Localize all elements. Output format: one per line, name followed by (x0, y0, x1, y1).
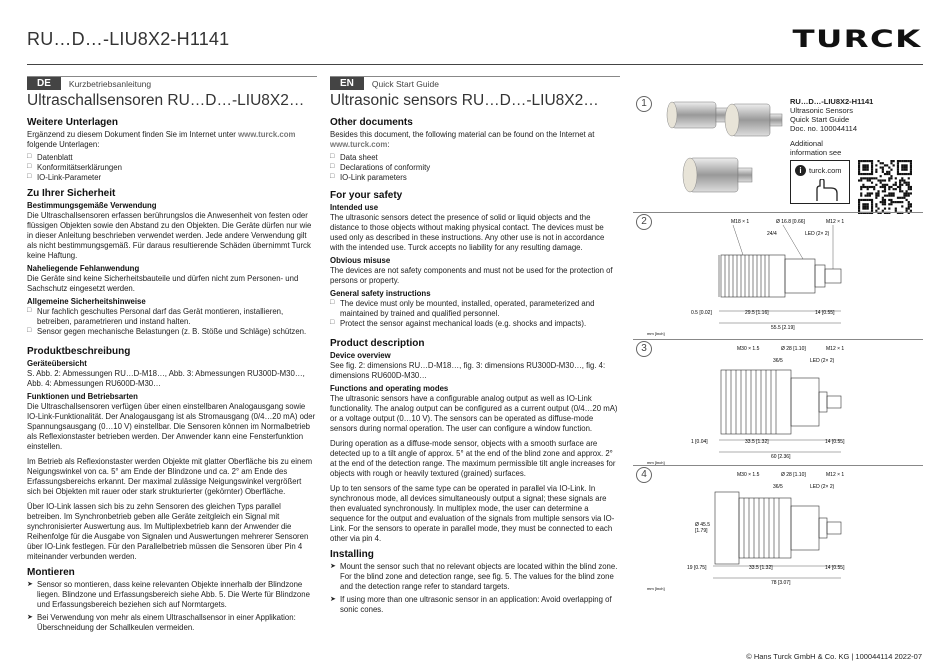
info-block (790, 97, 920, 214)
subheading-safety-instructions-en: General safety instructions (330, 289, 431, 298)
documents-list-de (27, 153, 317, 183)
list-item: □ Datenblatt (27, 153, 317, 163)
paragraph-misuse-en: The devices are not safety components and must not be used for the protection of persons or property. (330, 266, 613, 285)
heading-documents-de: Weitere Unterlagen (27, 117, 118, 128)
dim-label: 55.5 [2.19] (771, 325, 795, 331)
list-item: □ The device must only be mounted, installed, operated, parameterized and maintained by trained and qualified personnel. (330, 299, 620, 319)
dim-label: M12 × 1 (826, 219, 845, 225)
lang-subtitle-en: Quick Start Guide (371, 78, 439, 89)
list-item: ➤ Sensor so montieren, dass keine relevanten Objekte innerhalb der Blindzone liegen. Blindzone und Erfassungsbereich siehe Abb. 5. Die Werte für Blindzone und Erfassungsbereich beziehen sich auf Normtargets. (27, 580, 317, 610)
documents-intro-text-a: Ergänzend zu diesem Dokument finden Sie im Internet unter (27, 130, 239, 139)
documents-intro-text-b: folgende Unterlagen: (27, 140, 100, 149)
install-list-en (330, 562, 620, 615)
subheading-intended-use-en: Intended use (330, 203, 379, 212)
sensor-photo-1 (667, 102, 730, 128)
dim-label: 14 [0.55] (825, 439, 845, 445)
list-item: □ IO-Link parameters (330, 173, 620, 183)
sensor-photo-3 (683, 158, 752, 192)
dim-label: 1 [0.04] (691, 439, 708, 445)
paragraph-overview-de: S. Abb. 2: Abmessungen RU…D-M18…, Abb. 3: Abmessungen RU300D-M30…, Abb. 4: Abmessungen RU600D-M30… (27, 369, 305, 388)
dim-label: 29.5 [1.16] (745, 310, 769, 316)
dimension-lines (719, 440, 841, 452)
figure-number-3: 3 (636, 341, 652, 357)
sensor-photo-2 (725, 104, 782, 136)
subheading-intended-use-de: Bestimmungsgemäße Verwendung (27, 201, 157, 210)
unit-label: mm [Inch] (647, 586, 665, 591)
documents-intro-text-a: Besides this document, the following material can be found on the Internet at (330, 130, 595, 139)
dim-label: 33.5 [1.32] (745, 439, 769, 445)
column-de (27, 76, 317, 636)
sensor-outline (715, 492, 841, 564)
subheading-overview-de: Geräteübersicht (27, 359, 87, 368)
paragraph-functions-de: Die Ultraschallsensoren verfügen über einen einstellbaren Analogausgang sowie IO-Link-Funktionalität. Der Analogausgang ist als Stromausgang (0/4…20 mA) oder Spannungsausgang (0…10 V) einstellbar. Die Sensoren können im Normalbetrieb als Reflexionstaster betrieben werden. Der Anwender kann eine Fensterfunktion einstellen. (27, 402, 316, 451)
dim-label: 0.5 [0.02] (691, 310, 712, 316)
dim-label: 33.5 [1.32] (749, 565, 773, 571)
heading-safety-en: For your safety (330, 190, 403, 201)
doc-title-en: Ultrasonic sensors RU…D…-LIU8X2… (330, 92, 599, 109)
dim-label: 24/4 (767, 231, 777, 237)
list-item: ➤ Mount the sensor such that no relevant objects are located within the blind zone. For the blind zone and detection range, see fig. 5. The values for the blind zone and the detection range refer to standard targets. (330, 562, 620, 592)
turck-link-en[interactable]: www.turck.com (330, 140, 388, 149)
info-line-3: Doc. no. 100044114 (790, 124, 857, 133)
paragraph-misuse-de: Die Geräte sind keine Sicherheitsbauteile und dürfen nicht zum Personen- und Sachschutz eingesetzt werden. (27, 274, 299, 293)
dim-label: M18 × 1 (731, 219, 750, 225)
dim-label: Ø 16.8 [0.66] (776, 219, 805, 225)
lang-tag-en: EN (330, 77, 364, 90)
doc-title-de: Ultraschallsensoren RU…D…-LIU8X2… (27, 92, 305, 109)
list-item: □ Declarations of conformity (330, 163, 620, 173)
dim-label: 19 [0.75] (687, 565, 707, 571)
dim-label: 60 [2.36] (771, 454, 791, 460)
lang-bar-en (330, 76, 620, 90)
heading-install-en: Installing (330, 549, 374, 560)
dim-label: M12 × 1 (826, 472, 845, 478)
hand-pointer-icon (811, 179, 847, 203)
figure-number-2: 2 (636, 214, 652, 230)
heading-safety-de: Zu Ihrer Sicherheit (27, 188, 116, 199)
dim-label: LED (2× 2) (805, 231, 830, 237)
heading-mount-de: Montieren (27, 567, 75, 578)
documents-intro-text-b: : (387, 140, 390, 149)
dim-label: 78 [3.07] (771, 580, 791, 586)
subheading-misuse-de: Naheliegende Fehlanwendung (27, 264, 140, 273)
list-item: □ Sensor gegen mechanische Belastungen (z. B. Stöße und Schläge) schützen. (27, 327, 317, 337)
list-item: ➤ Bei Verwendung von mehr als einem Ultraschallsensor in einer Applikation: Überschneidung der Schallkeulen vermeiden. (27, 613, 317, 633)
documents-intro-en (330, 130, 620, 150)
sensor-photo-illustration (660, 90, 785, 205)
dim-label: 36/5 (773, 484, 783, 490)
paragraph-intended-use-en: The ultrasonic sensors detect the presence of solid or liquid objects and the distance to those objects without making physical contact. The devices must be used only as described in these instructions. Any other use is not in accordance with the intended use. Turck accepts no liability for any resulting damage. (330, 213, 605, 252)
info-line-4: Additional (790, 139, 823, 148)
dimension-drawing-m30-300 (633, 340, 923, 465)
info-model: RU…D…-LIU8X2-H1141 (790, 97, 874, 106)
dim-label: [1.79] (695, 528, 708, 534)
dim-label: M30 × 1.5 (737, 472, 760, 478)
dim-label: LED (2× 2) (810, 484, 835, 490)
dimension-lines (713, 566, 841, 578)
qr-code[interactable] (858, 160, 912, 214)
dim-label: 14 [0.55] (815, 310, 835, 316)
paragraph-overview-en: See fig. 2: dimensions RU…D-M18…, fig. 3: dimensions RU300D-M30…, fig. 4: dimensions RU600D-M30… (330, 361, 606, 380)
subheading-safety-instructions-de: Allgemeine Sicherheitshinweise (27, 297, 146, 306)
dim-label: M12 × 1 (826, 346, 845, 352)
turck-link-de[interactable]: www.turck.com (238, 130, 296, 139)
footer-copyright: © Hans Turck GmbH & Co. KG | 100044114 2022-07 (746, 652, 922, 661)
paragraph-iolink-de: Über IO-Link lassen sich bis zu zehn Sensoren des gleichen Typs parallel betreiben. Im Synchronbetrieb geben alle Geräte zeitgleich ein Signal mit synchronisierter Auswertung aus. Im Multiplexbetrieb kann der Anwender die Reihenfolge für die Ausgabe von Signalen und Auswertungen mehrerer Sensoren über IO-Link festlegen. Für den Parallelbetrieb müssen die Sensoren über Pin 4 miteinander verbunden werden. (27, 502, 309, 561)
safety-list-en (330, 299, 620, 329)
paragraph-diffuse-de: Im Betrieb als Reflexionstaster werden Objekte mit glatter Oberfläche bis zu einem Neigungswinkel von ca. 5° am Ende der Blindzone und ca. 2° am Ende des Erfassungsbereichs erkannt. Der maximal zulässige Neigungswinkel vergrößert sich bei Objekten mit rauer oder stark strukturierter (gekörnter) Oberfläche. (27, 457, 313, 496)
sensor-outline (719, 255, 841, 297)
figure-number-4: 4 (636, 467, 652, 483)
info-link-box (790, 160, 920, 214)
heading-product-de: Produktbeschreibung (27, 346, 131, 357)
dim-label: 14 [0.55] (825, 565, 845, 571)
paragraph-diffuse-en: During operation as a diffuse-mode sensor, objects with a smooth surface are detected up to a tilt angle of approx. 5° at the end of the blind zone and approx. 2° at the end of the detection range. The maximum permissible tilt angle increases for objects with rough or heavily textured (grained) surfaces. (330, 439, 616, 478)
paragraph-functions-en: The ultrasonic sensors have a configurable analog output as well as IO-Link functionality. The analog output can be configured as a current output (0/4…20 mA) or a voltage output (0…10 V). The sensors can be operated as diffuse-mode sensors during normal operation. The user can configure a window function. (330, 394, 618, 433)
heading-documents-en: Other documents (330, 117, 413, 128)
unit-label: mm [Inch] (647, 331, 665, 336)
subheading-overview-en: Device overview (330, 351, 391, 360)
paragraph-intended-use-de: Die Ultraschallsensoren erfassen berührungslos die Anwesenheit von festen oder flüssigen Objekten sowie den Abstand zu den Objekten. Die Geräte dürfen nur wie in dieser Anleitung beschrieben verwendet werden. Jede andere Verwendung gilt als nicht bestimmungsgemäß. Für daraus resultierende Schäden übernimmt Turck keine Haftung. (27, 211, 312, 260)
documents-list-en (330, 153, 620, 183)
list-item: ➤ If using more than one ultrasonic sensor in an application: Avoid overlapping of sonic cones. (330, 595, 620, 615)
list-item: □ Nur fachlich geschultes Personal darf das Gerät montieren, installieren, betreiben, parametrieren und instand halten. (27, 307, 317, 327)
info-icon: i (795, 165, 806, 176)
info-line-2: Quick Start Guide (790, 115, 850, 124)
list-item: □ Konformitätserklärungen (27, 163, 317, 173)
dim-label: LED (2× 2) (810, 358, 835, 364)
dim-label: Ø 28 [1.10] (781, 346, 806, 352)
subheading-functions-de: Funktionen und Betriebsarten (27, 392, 138, 401)
dim-label: Ø 28 [1.10] (781, 472, 806, 478)
figure-number-1: 1 (636, 96, 652, 112)
lang-subtitle-de: Kurzbetriebsanleitung (68, 78, 152, 89)
info-pointer-box[interactable] (790, 160, 850, 204)
list-item: □ Data sheet (330, 153, 620, 163)
subheading-functions-en: Functions and operating modes (330, 384, 449, 393)
turck-logo: TURCK (792, 25, 922, 53)
paragraph-iolink-en: Up to ten sensors of the same type can be operated in parallel via IO-Link. In synchronous mode, all devices simultaneously output a signal; these signals are then evaluated synchronously. In multiplex mode, the user can determine a sequence for the output and evaluation of the signals from multiple sensors via IO-Link. For the sensors to operate in parallel mode, they must be connected to each other via pin 4. (330, 484, 615, 543)
header-divider (27, 64, 923, 65)
dimension-drawing-m30-600 (633, 466, 923, 594)
info-line-1: Ultrasonic Sensors (790, 106, 853, 115)
heading-product-en: Product description (330, 338, 425, 349)
mount-list-de (27, 580, 317, 633)
unit-label: mm [Inch] (647, 460, 665, 465)
dim-label: 36/5 (773, 358, 783, 364)
safety-list-de (27, 307, 317, 337)
dim-label: M30 × 1.5 (737, 346, 760, 352)
info-line-5: information see (790, 148, 842, 157)
lang-bar-de (27, 76, 317, 90)
dimension-drawing-m18 (633, 213, 923, 338)
documents-intro-de (27, 130, 317, 150)
info-url: turck.com (809, 166, 842, 175)
sensor-outline (721, 370, 841, 434)
document-header-title: RU…D…-LIU8X2-H1141 (27, 29, 230, 49)
column-en (330, 76, 620, 618)
lang-tag-de: DE (27, 77, 61, 90)
dim-label: Ø 45.5 (695, 522, 711, 528)
list-item: □ Protect the sensor against mechanical loads (e.g. shocks and impacts). (330, 319, 620, 329)
subheading-misuse-en: Obvious misuse (330, 256, 391, 265)
list-item: □ IO-Link-Parameter (27, 173, 317, 183)
